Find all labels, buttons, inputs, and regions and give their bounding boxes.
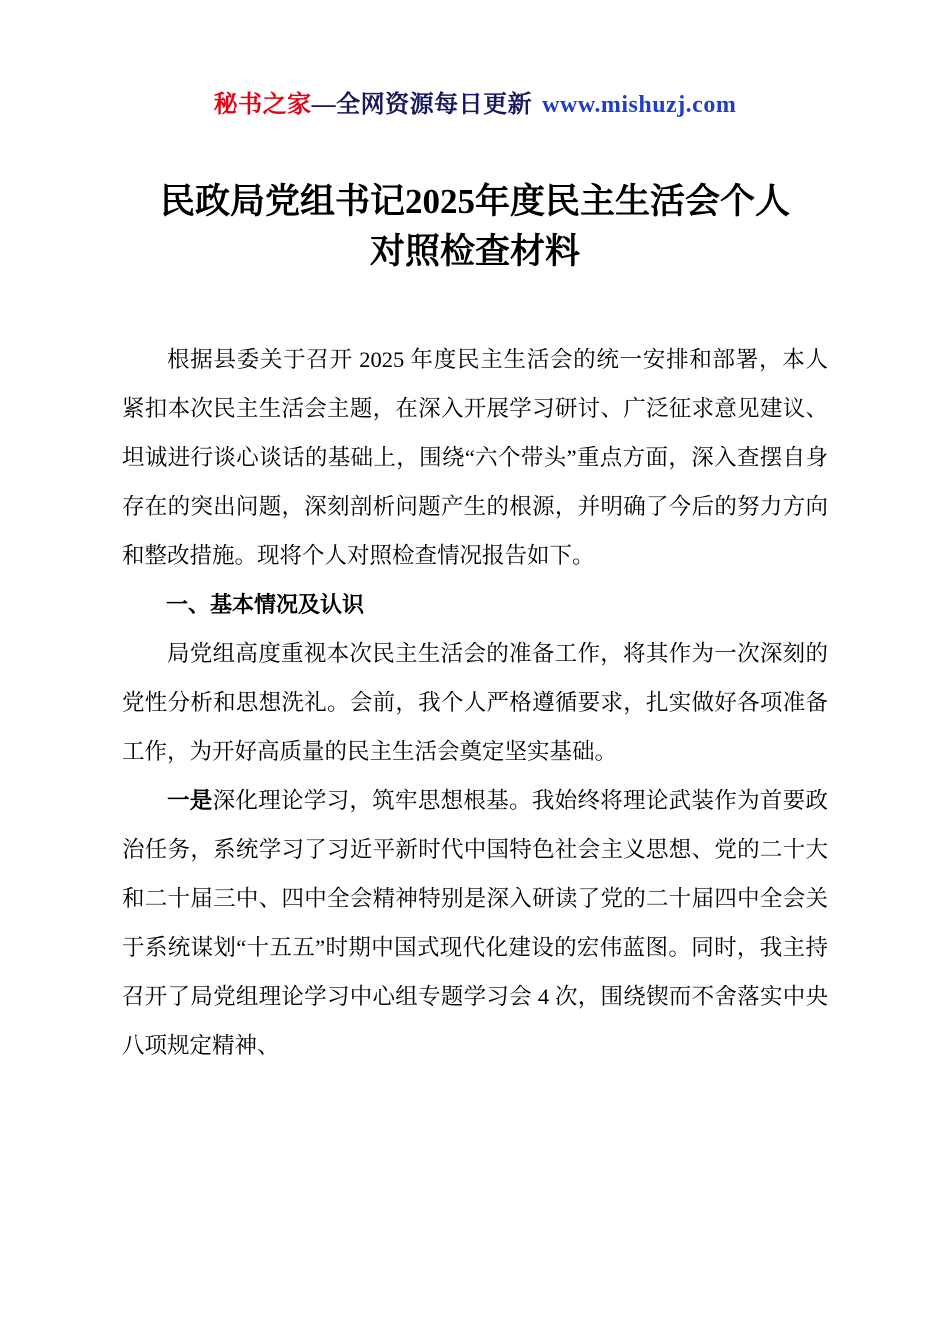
document-title	[122, 177, 828, 277]
paragraph-preparation-text: 局党组高度重视本次民主生活会的准备工作，将其作为一次深刻的党性分析和思想洗礼。会前，我个人严格遵循要求，扎实做好各项准备工作，为开好高质量的民主生活会奠定坚实基础。	[122, 641, 828, 764]
site-header	[122, 84, 828, 119]
site-tagline: —全网资源每日更新	[311, 92, 533, 118]
document-title-line1: 民政局党组书记2025年度民主生活会个人	[159, 182, 790, 221]
paragraph-theory-study-text: 深化理论学习，筑牢思想根基。我始终将理论武装作为首要政治任务，系统学习了习近平新时代中国特色社会主义思想、党的二十大和二十届三中、四中全会精神特别是深入研读了党的二十届四中全会关于系统谋划“十五五”时期中国式现代化建设的宏伟蓝图。同时，我主持召开了局党组理论学习中心组专题学习会 4 次，围绕锲而不舍落实中央八项规定精神、	[122, 788, 828, 1058]
paragraph-preparation	[122, 629, 828, 776]
site-name: 秘书之家	[213, 92, 312, 118]
section-heading-1-text: 一、基本情况及认识	[166, 592, 365, 617]
paragraph-intro-text: 根据县委关于召开 2025 年度民主生活会的统一安排和部署，本人紧扣本次民主生活会主题，在深入开展学习研讨、广泛征求意见建议、坦诚进行谈心谈话的基础上，围绕“六个带头”重点方面，深入查摆自身存在的突出问题，深刻剖析问题产生的根源，并明确了今后的努力方向和整改措施。现将个人对照检查情况报告如下。	[122, 347, 828, 568]
paragraph-intro	[122, 335, 828, 580]
paragraph-theory-study-lead: 一是	[167, 788, 213, 813]
site-url-link[interactable]: www.mishuzj.com	[542, 92, 737, 118]
paragraph-theory-study	[122, 776, 828, 1070]
document-title-line2: 对照检查材料	[369, 232, 580, 271]
section-heading-1	[122, 580, 828, 629]
document-body	[122, 335, 828, 1070]
